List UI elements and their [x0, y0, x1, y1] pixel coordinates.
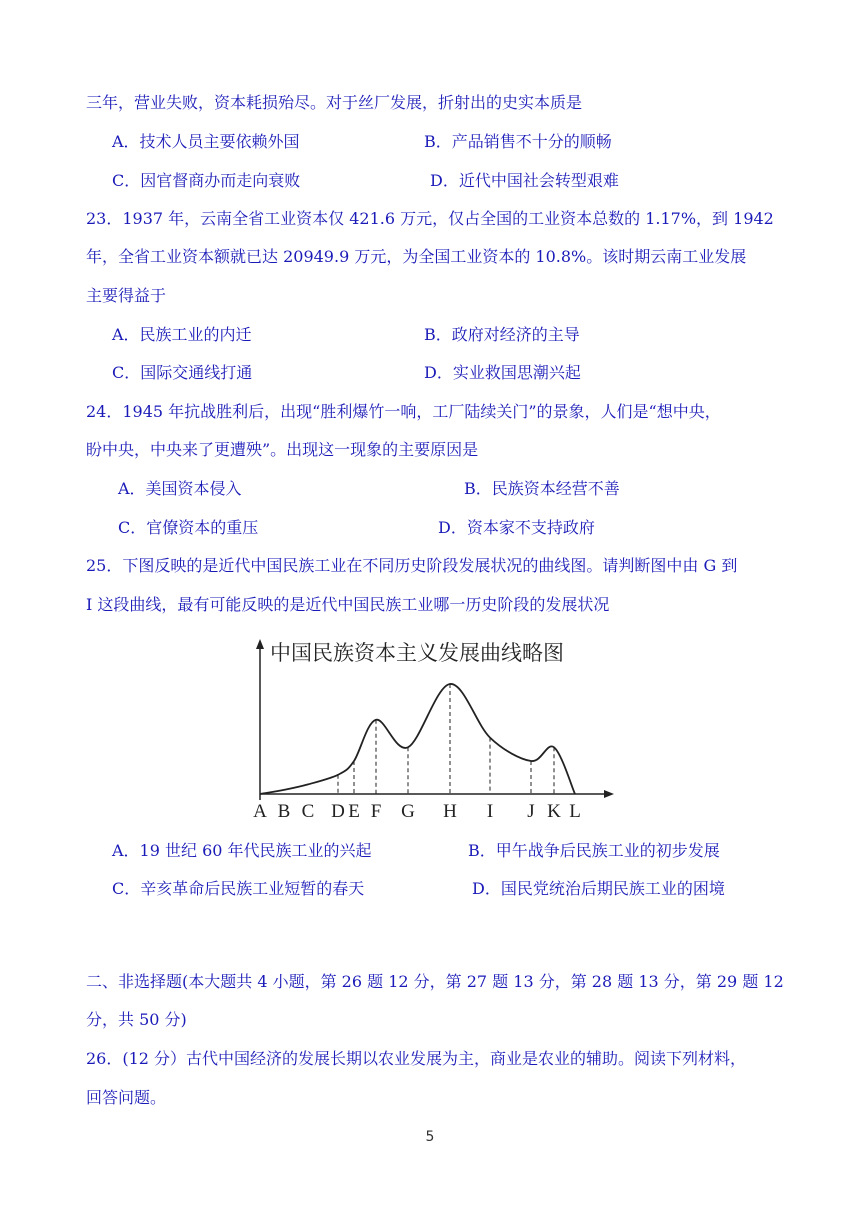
- x-tick-label-a: A: [253, 801, 267, 822]
- x-tick-label-j: J: [527, 801, 535, 822]
- q22-stem-tail: 三年，营业失败，资本耗损殆尽。对于丝厂发展，折射出的史实本质是: [86, 93, 583, 112]
- q23-option-c[interactable]: C．国际交通线打通: [112, 363, 253, 382]
- development-curve: [260, 684, 575, 794]
- chart-title: 中国民族资本主义发展曲线略图: [270, 641, 564, 665]
- page-number: 5: [425, 1129, 435, 1145]
- x-tick-label-k: K: [547, 801, 561, 822]
- q23-stem-line1: 23．1937 年，云南全省工业资本仅 421.6 万元，仅占全国的工业资本总数的 1.17%，到 1942: [86, 209, 774, 228]
- q22-option-c[interactable]: C．因官督商办而走向衰败: [112, 171, 301, 190]
- x-tick-label-l: L: [569, 801, 581, 822]
- q24-option-c[interactable]: C．官僚资本的重压: [118, 518, 259, 537]
- x-tick-label-b: B: [277, 801, 291, 822]
- x-tick-label-f: F: [370, 801, 382, 822]
- q26-stem-line2: 回答问题。: [86, 1088, 167, 1107]
- x-tick-label-h: H: [443, 801, 457, 822]
- q24-option-b[interactable]: B．民族资本经营不善: [464, 479, 620, 498]
- q23-option-d[interactable]: D．实业救国思潮兴起: [424, 363, 581, 382]
- capitalism-development-chart: [240, 634, 620, 824]
- q25-option-a[interactable]: A．19 世纪 60 年代民族工业的兴起: [112, 841, 372, 860]
- q22-option-d[interactable]: D．近代中国社会转型艰难: [430, 171, 619, 190]
- x-tick-label-d: D: [331, 801, 345, 822]
- section2-heading-line1: 二、非选择题(本大题共 4 小题，第 26 题 12 分，第 27 题 13 分，第 28 题 13 分，第 29 题 12: [86, 972, 784, 991]
- q25-stem-line1: 25．下图反映的是近代中国民族工业在不同历史阶段发展状况的曲线图。请判断图中由 G 到: [86, 556, 738, 575]
- q25-stem-line2: I 这段曲线，最有可能反映的是近代中国民族工业哪一历史阶段的发展状况: [86, 595, 610, 614]
- q22-option-a[interactable]: A．技术人员主要依赖外国: [112, 132, 300, 151]
- q25-option-d[interactable]: D．国民党统治后期民族工业的困境: [472, 879, 725, 898]
- x-tick-label-c: C: [301, 801, 315, 822]
- x-tick-label-i: I: [486, 801, 494, 822]
- q23-option-a[interactable]: A．民族工业的内迁: [112, 325, 252, 344]
- q24-option-a[interactable]: A．美国资本侵入: [118, 479, 242, 498]
- q24-stem-line2: 盼中央，中央来了更遭殃”。出现这一现象的主要原因是: [86, 440, 479, 459]
- q24-option-d[interactable]: D．资本家不支持政府: [438, 518, 595, 537]
- x-tick-label-e: E: [348, 801, 360, 822]
- x-tick-label-g: G: [401, 801, 415, 822]
- q23-stem-line3: 主要得益于: [86, 286, 167, 305]
- q25-option-c[interactable]: C．辛亥革命后民族工业短暂的春天: [112, 879, 365, 898]
- q26-stem-line1: 26．(12 分）古代中国经济的发展长期以农业发展为主，商业是农业的辅助。阅读下列材料，: [86, 1049, 747, 1068]
- x-axis-arrow: [604, 790, 614, 798]
- q23-stem-line2: 年，全省工业资本额就已达 20949.9 万元，为全国工业资本的 10.8%。该时期云南工业发展: [86, 247, 747, 266]
- q24-stem-line1: 24．1945 年抗战胜利后，出现“胜利爆竹一响，工厂陆续关门”的景象，人们是“想中央，: [86, 402, 721, 421]
- q25-option-b[interactable]: B．甲午战争后民族工业的初步发展: [468, 841, 720, 860]
- q22-option-b[interactable]: B．产品销售不十分的顺畅: [424, 132, 612, 151]
- y-axis-arrow: [256, 639, 264, 649]
- section2-heading-line2: 分，共 50 分): [86, 1010, 187, 1029]
- q23-option-b[interactable]: B．政府对经济的主导: [424, 325, 580, 344]
